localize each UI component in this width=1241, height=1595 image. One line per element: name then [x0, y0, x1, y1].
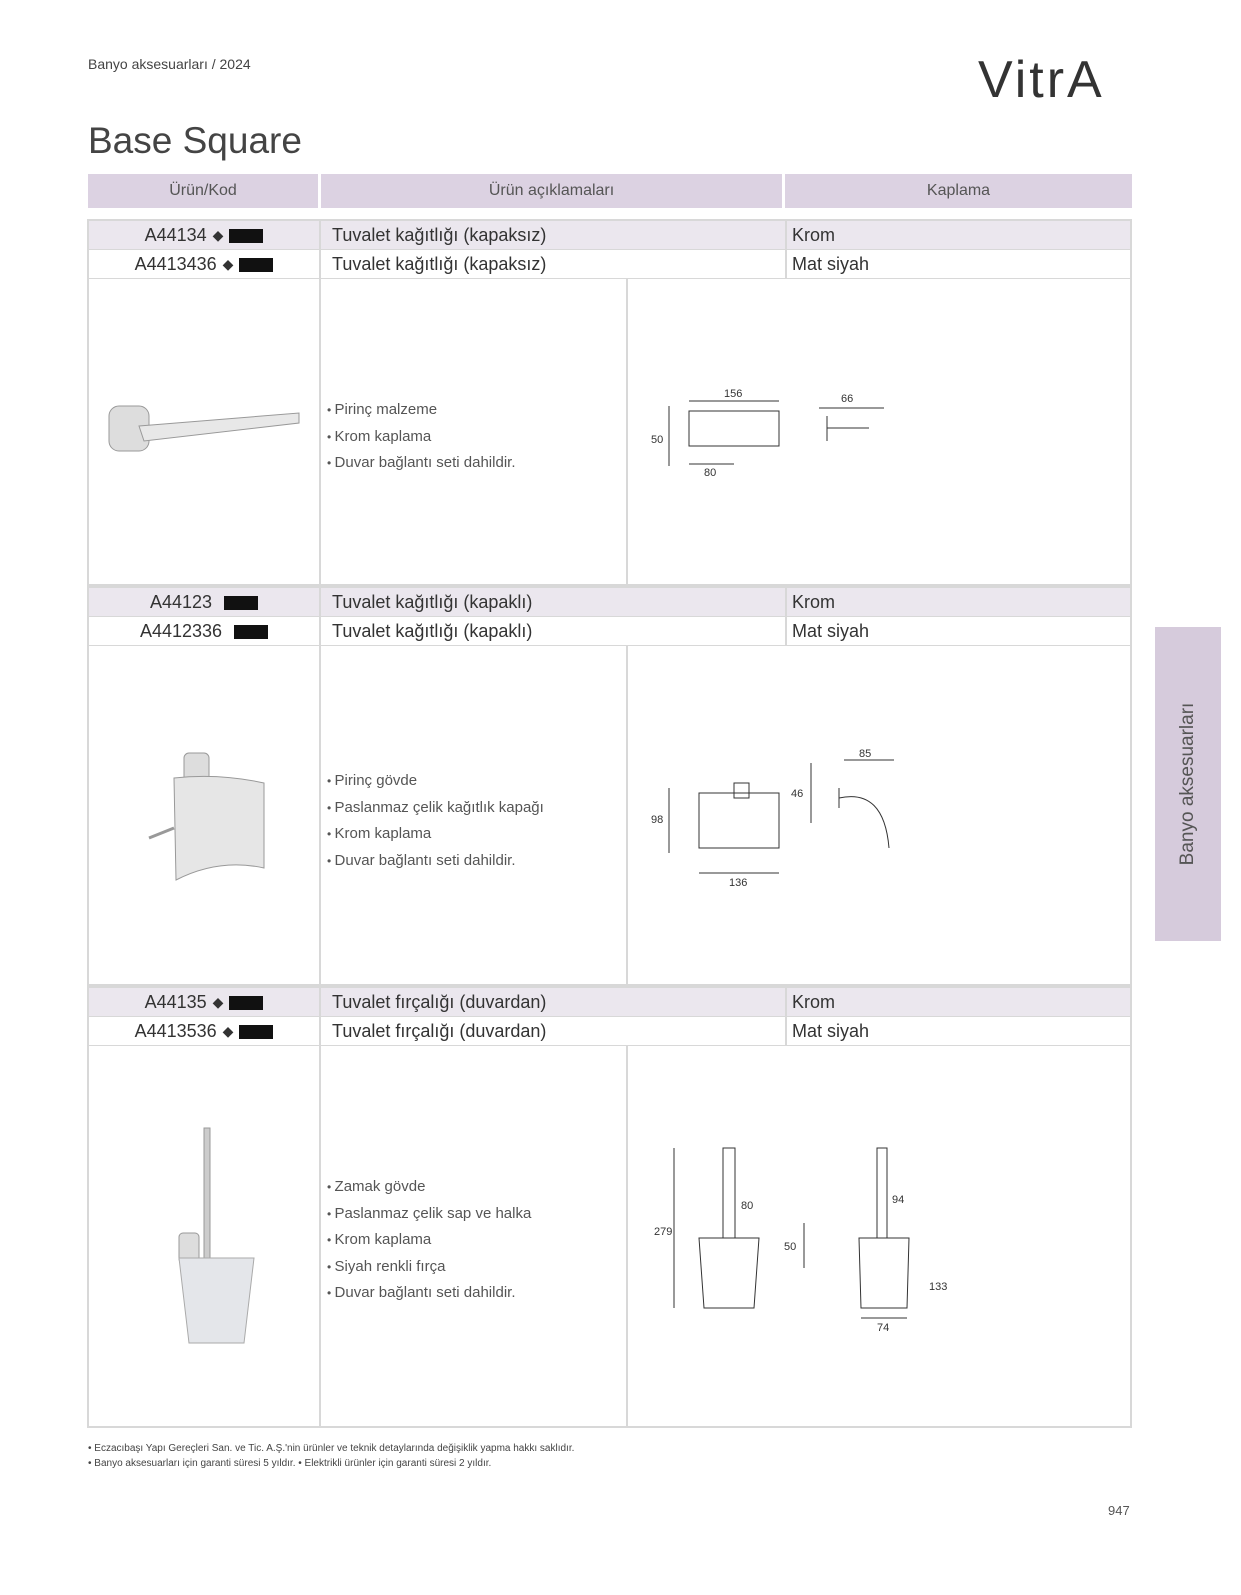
dimension-label: 85: [859, 748, 872, 760]
technical-drawing: [629, 1143, 959, 1333]
packaging-icon: [229, 996, 263, 1010]
table-row: [89, 221, 1130, 250]
page-title: Base Square: [88, 120, 302, 161]
product-finish: Mat siyah: [792, 621, 870, 641]
product-description: Tuvalet fırçalığı (duvardan): [332, 1021, 547, 1041]
packaging-icon: [224, 596, 258, 610]
dimension-label: 133: [929, 1281, 948, 1293]
packaging-icon: [234, 625, 268, 639]
product-finish: Krom: [792, 225, 836, 245]
footer-note: • Eczacıbaşı Yapı Gereçleri San. ve Tic. A.Ş.'nin ürünler ve teknik detaylarında değişiklik yapma hakkı saklıdır.: [88, 1443, 575, 1454]
product-description: Tuvalet kağıtlığı (kapaksız): [332, 254, 547, 274]
product-description: Tuvalet kağıtlığı (kapaklı): [332, 592, 533, 612]
column-header-finish: Kaplama: [785, 174, 1132, 208]
packaging-icon: [239, 258, 273, 272]
product-code: A4412336: [139, 621, 223, 641]
technical-drawing: [629, 748, 949, 888]
column-header-code: Ürün/Kod: [88, 174, 318, 208]
feature-list: • Pirinç malzeme • Krom kaplama • Duvar bağlantı seti dahildir.: [327, 397, 515, 477]
dimension-label: 66: [841, 393, 854, 405]
product-section-paper-holder-cover: [87, 586, 1132, 986]
diamond-icon: ◆: [212, 994, 224, 1010]
product-section-paper-holder: [87, 219, 1132, 586]
table-row: [89, 617, 1130, 646]
product-image: [144, 748, 274, 888]
dimension-label: 98: [651, 814, 664, 826]
diamond-icon: ◆: [222, 1023, 234, 1039]
dimension-label: 46: [791, 788, 804, 800]
footer-note: • Banyo aksesuarları için garanti süresi 5 yıldır. • Elektrikli ürünler için garanti süresi 2 yıldır.: [88, 1458, 492, 1469]
dimension-label: 279: [654, 1226, 673, 1238]
dimension-label: 50: [651, 434, 664, 446]
product-code: A44134: [144, 225, 207, 245]
packaging-icon: [239, 1025, 273, 1039]
dimension-label: 50: [784, 1241, 797, 1253]
dimension-label: 74: [877, 1322, 890, 1333]
product-code: A4413536: [134, 1021, 217, 1041]
dimension-label: 156: [724, 388, 743, 400]
column-header-description: Ürün açıklamaları: [321, 174, 782, 208]
breadcrumb: Banyo aksesuarları / 2024: [88, 56, 251, 72]
dimension-label: 136: [729, 877, 748, 888]
product-image: [159, 1123, 269, 1348]
side-tab: [1155, 627, 1221, 941]
product-code: A44135: [144, 992, 207, 1012]
vitra-logo: VitrA: [978, 51, 1105, 109]
product-code: A4413436: [134, 254, 217, 274]
product-finish: Mat siyah: [792, 1021, 870, 1041]
product-code: A44123: [149, 592, 213, 612]
product-description: Tuvalet fırçalığı (duvardan): [332, 992, 547, 1012]
diamond-icon: ◆: [212, 227, 224, 243]
dimension-label: 80: [704, 467, 717, 476]
table-row: [89, 588, 1130, 617]
feature-list: • Zamak gövde • Paslanmaz çelik sap ve halka • Krom kaplama • Siyah renkli fırça • Duvar bağlantı seti dahildir.: [327, 1174, 531, 1307]
packaging-icon: [229, 229, 263, 243]
dimension-label: 94: [892, 1194, 905, 1206]
product-finish: Krom: [792, 592, 836, 612]
table-row: [89, 250, 1130, 279]
table-row: [89, 1017, 1130, 1046]
product-finish: Mat siyah: [792, 254, 870, 274]
feature-list: • Pirinç gövde • Paslanmaz çelik kağıtlık kapağı • Krom kaplama • Duvar bağlantı seti dahildir.: [327, 768, 544, 874]
product-finish: Krom: [792, 992, 836, 1012]
product-description: Tuvalet kağıtlığı (kapaksız): [332, 225, 547, 245]
dimension-label: 80: [741, 1200, 754, 1212]
diamond-icon: ◆: [222, 256, 234, 272]
product-image: [104, 391, 304, 471]
product-section-toilet-brush: [87, 986, 1132, 1428]
product-description: Tuvalet kağıtlığı (kapaklı): [332, 621, 533, 641]
table-row: [89, 988, 1130, 1017]
side-tab-label: Banyo aksesuarları: [1177, 702, 1198, 866]
page-number: 947: [1108, 1503, 1130, 1518]
technical-drawing: [629, 386, 929, 476]
